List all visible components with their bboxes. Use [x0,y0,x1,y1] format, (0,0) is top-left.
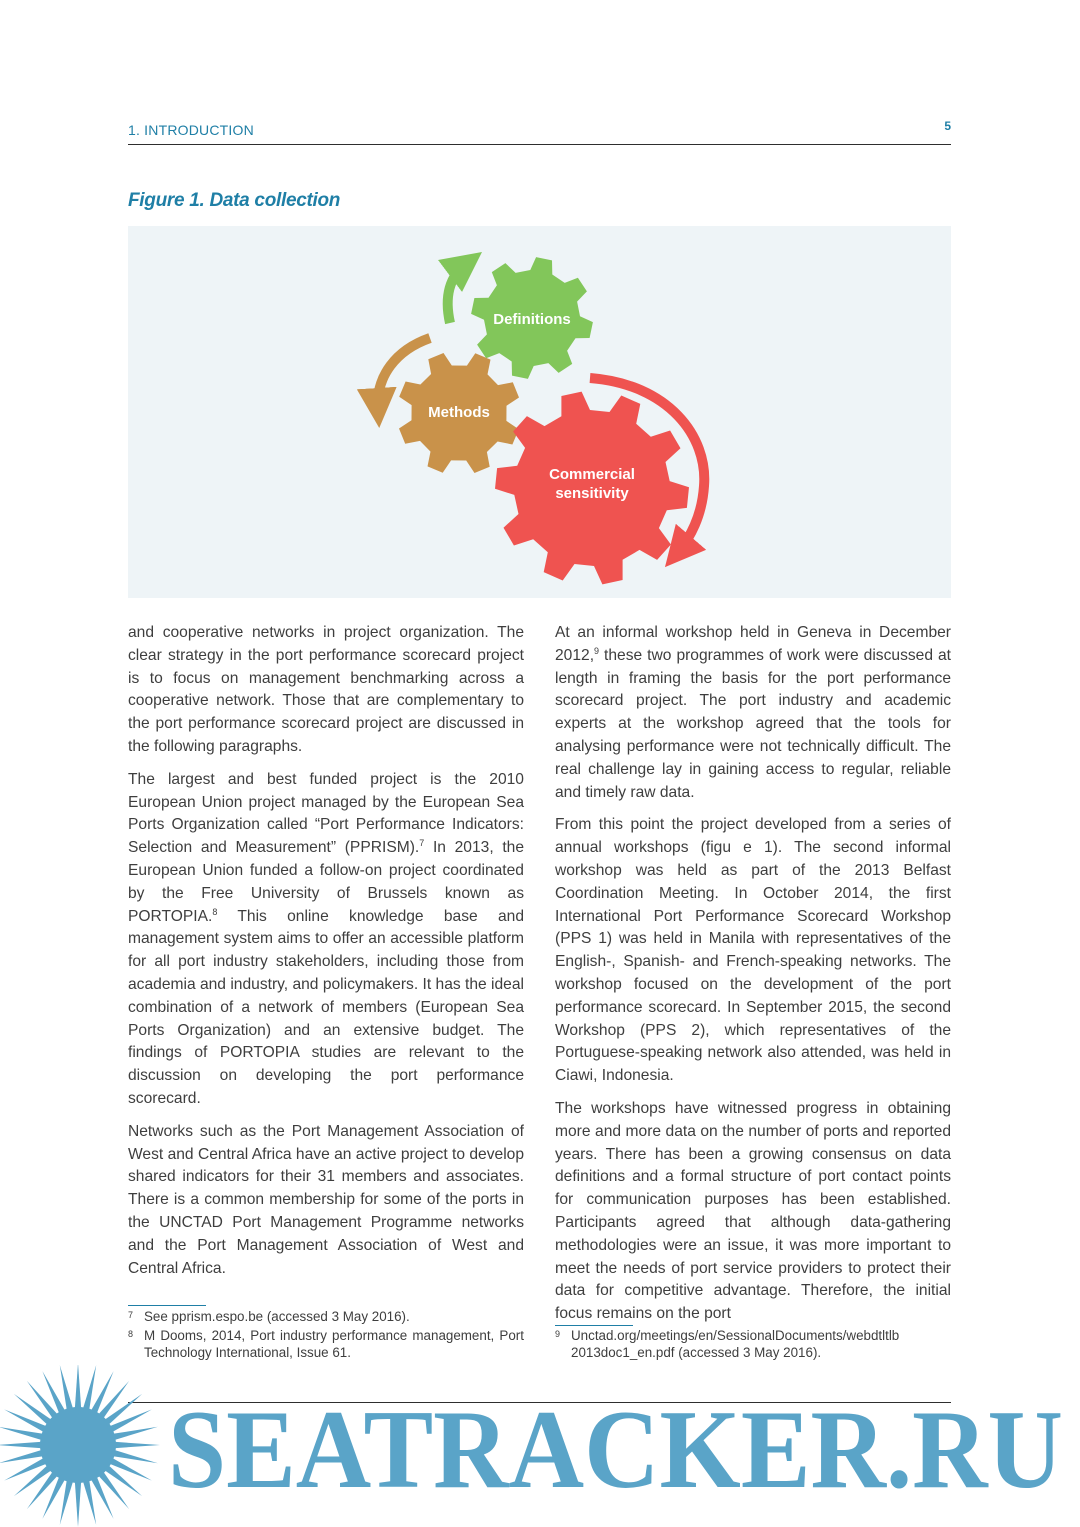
section-title: 1. INTRODUCTION [128,122,254,138]
watermark [0,1365,1080,1527]
paragraph: Networks such as the Port Management Association of West and Central Africa have an active project to develop shared indicators for their 31 members and associates. There is a common membership for some of the ports in the UNCTAD Port Management Programme networks and the Port Management Association of West and Central Africa. [128,1122,524,1277]
footnote-divider [555,1325,633,1326]
sun-logo-icon [0,1365,160,1527]
figure-title: Figure 1. Data collection [128,190,341,211]
sun-ray [112,1450,158,1463]
sun-ray [14,1465,52,1496]
footnote-ref: 8 [212,906,218,917]
footnote-ref: 9 [594,645,600,656]
sun-ray [0,1427,44,1440]
sun-ray [0,1450,44,1463]
footnote-ref: 7 [419,838,425,849]
methods-label: Methods [428,404,490,421]
sun-ray [112,1427,158,1440]
sun-ray [114,1442,160,1448]
footnotes-left [128,1308,524,1363]
gears-diagram [128,226,951,598]
sun-ray [104,1394,142,1425]
footnote: 8 M Dooms, 2014, Port industry performance management, Port Technology International, Issue 61. [128,1328,524,1360]
sun-ray [27,1381,58,1419]
page-number: 5 [944,119,951,133]
sun-ray [104,1465,142,1496]
sun-ray [60,1365,73,1411]
sun-ray [98,1471,129,1509]
footnote-divider [128,1305,206,1306]
sun-ray [98,1381,129,1419]
sun-ray [75,1365,81,1409]
sun-ray [0,1442,42,1448]
paragraph: and cooperative networks in project organization. The clear strategy in the port performance scorecard project is to focus on management benchmarking across a cooperative network. Those that are complementary to the port performance scorecard project are discussed in the following paragraphs. [128,624,524,755]
footnotes-right [555,1327,951,1363]
page-header [128,118,951,145]
sun-ray [14,1394,52,1425]
commercial-label-line1: Commercial [549,466,635,483]
paragraph: The workshops have witnessed progress in obtaining more and more data on the number of ports and reported years. There has been a growing consensus on data definitions and a formal structure of port contact points for communication purposes has been established. Participants agreed that although data-gathering methodologies were an issue, it was more important to meet the needs of port service providers to protect their data for competitive advantage. Therefore, the initial focus remains on the port [555,1099,951,1323]
footnote: 7 See pprism.espo.be (accessed 3 May 2016). [128,1309,410,1324]
commercial-label-line2: sensitivity [555,485,629,502]
paragraph: From this point the project developed from a series of annual workshops (figu e 1). The second informal workshop was held as part of the 2013 Belfast Coordination Meeting. In October 2014, the first International Port Performance Scorecard Workshop (PPS 1) was held in Manila with representatives of the English-, Spanish- and French-speaking networks. The workshop focused on the development of the port performance scorecard. In September 2015, the second Workshop (PPS 2), which representatives of the Portuguese-speaking network also attended, was held in Ciawi, Indonesia. [555,816,951,1085]
sun-ray [75,1481,81,1527]
paragraph: At an informal workshop held in Geneva in December 2012,$^9$ these two programmes of work were discussed at length in framing the basis for the port performance scorecard project. The port industry and academic experts at the workshop agreed that the tools for analysing performance were not technically difficult. The real challenge lay in gaining access to regular, reliable and timely raw data. [555,624,951,801]
figure-diagram [128,226,951,598]
sun-ray [83,1365,96,1411]
sun-ray [60,1479,73,1525]
definitions-label: Definitions [493,311,571,328]
left-column [128,622,524,1290]
footnote: 9 Unctad.org/meetings/en/SessionalDocuments/webdtltlb 2013doc1_en.pdf (accessed 3 May 2016). [555,1328,900,1360]
sun-ray [27,1471,58,1509]
watermark-text: SEATRACKER.RU [168,1388,1063,1512]
right-column [555,622,951,1336]
green-cycle-arrow [448,264,466,323]
paragraph: The largest and best funded project is the 2010 European Union project managed by the European Sea Ports Organization called “Port Performance Indicators: Selection and Measurement” (PPRISM).$^7$ In 2013, the European Union funded a follow-on project coordinated by the Free University of Brussels known as PORTOPIA.$^8$ This online knowledge base and management system aims to offer an accessible platform for all port industry stakeholders, including those from academia and industry, and policymakers. It has the ideal combination of a network of members (European Sea Ports Organization) and an extensive budget. The findings of PORTOPIA studies are relevant to the discussion on developing the port performance scorecard. [128,770,525,1107]
sun-ray [83,1479,96,1525]
